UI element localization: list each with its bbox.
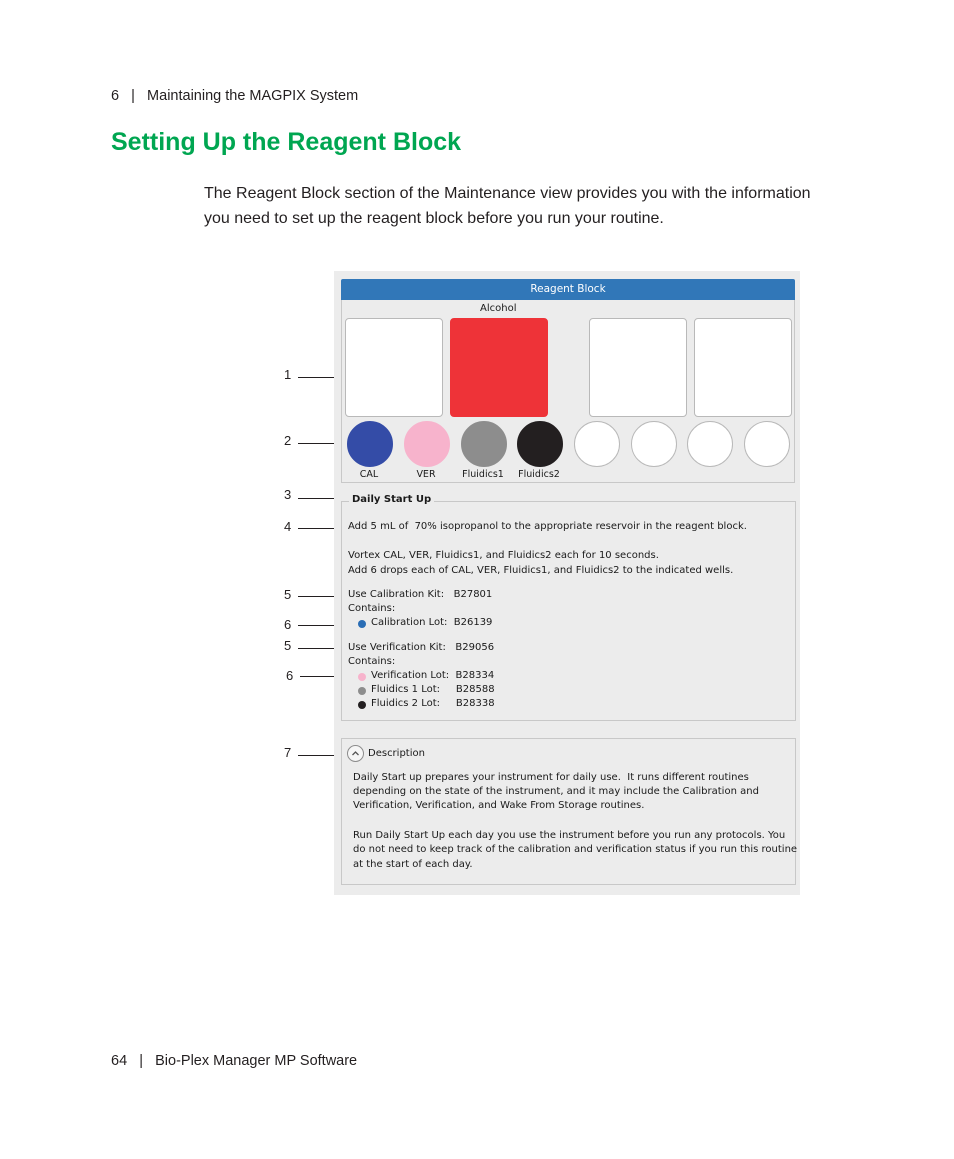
header-page-number: 6 (111, 88, 120, 104)
well-ver[interactable] (404, 421, 450, 467)
fluidics2-lot-dot (358, 701, 366, 709)
description-line-2: depending on the state of the instrument, and it may include the Calibration and (353, 786, 759, 797)
reservoir-3[interactable] (589, 318, 687, 417)
description-line-1: Daily Start up prepares your instrument for daily use. It runs different routines (353, 772, 749, 783)
footer-separator: | (139, 1053, 144, 1069)
fluidics1-lot: Fluidics 1 Lot: B28588 (371, 684, 495, 695)
well-label-ver: VER (416, 469, 436, 480)
collapse-description-button[interactable] (347, 745, 364, 762)
well-label-fluidics2: Fluidics2 (518, 469, 560, 480)
verification-kit: Use Verification Kit: B29056 (348, 642, 495, 653)
footer-page-number: 64 (111, 1053, 128, 1069)
description-title: Description (368, 748, 425, 759)
calibration-lot-dot (358, 620, 366, 628)
reservoir-1[interactable] (345, 318, 443, 417)
header-chapter: Maintaining the MAGPIX System (147, 88, 359, 104)
callout-5a: 5 (284, 587, 292, 602)
callout-7: 7 (284, 745, 292, 760)
footer-book-title: Bio-Plex Manager MP Software (155, 1053, 358, 1069)
contains-label-2: Contains: (348, 656, 396, 667)
callout-2: 2 (284, 433, 292, 448)
section-title: Setting Up the Reagent Block (111, 128, 462, 156)
well-fluidics1[interactable] (461, 421, 507, 467)
daily-start-up-title: Daily Start Up (349, 494, 434, 505)
running-foot (111, 1053, 357, 1069)
step-add-drops: Add 6 drops each of CAL, VER, Fluidics1, and Fluidics2 to the indicated wells. (348, 565, 734, 576)
description-line-3: Verification, Verification, and Wake From Storage routines. (353, 800, 645, 811)
well-7[interactable] (687, 421, 733, 467)
callout-3: 3 (284, 487, 292, 502)
callout-5b: 5 (284, 638, 292, 653)
reservoir-alcohol[interactable] (450, 318, 548, 417)
verification-lot-dot (358, 673, 366, 681)
well-label-fluidics1: Fluidics1 (462, 469, 504, 480)
alcohol-label: Alcohol (480, 303, 517, 314)
well-label-cal: CAL (359, 469, 379, 480)
fluidics2-lot: Fluidics 2 Lot: B28338 (371, 698, 495, 709)
contains-label-1: Contains: (348, 603, 396, 614)
chevron-up-icon (351, 749, 360, 758)
reagent-block-header: Reagent Block (341, 279, 795, 300)
callout-6a: 6 (284, 617, 292, 632)
description-line-4: Run Daily Start Up each day you use the instrument before you run any protocols. You (353, 830, 786, 841)
step-vortex: Vortex CAL, VER, Fluidics1, and Fluidics2 each for 10 seconds. (348, 550, 659, 561)
calibration-kit: Use Calibration Kit: B27801 (348, 589, 493, 600)
verification-lot: Verification Lot: B28334 (371, 670, 495, 681)
calibration-lot: Calibration Lot: B26139 (371, 617, 493, 628)
intro-paragraph: The Reagent Block section of the Maintenance view provides you with the information you need to set up the reagent block before you run your routine. (204, 185, 811, 227)
maintenance-screenshot (334, 271, 800, 895)
well-6[interactable] (631, 421, 677, 467)
description-line-5: do not need to keep track of the calibration and verification status if you run this routine (353, 844, 798, 855)
description-line-6: at the start of each day. (353, 859, 473, 870)
callout-4: 4 (284, 519, 292, 534)
well-5[interactable] (574, 421, 620, 467)
fluidics1-lot-dot (358, 687, 366, 695)
callout-6b: 6 (286, 668, 294, 683)
header-separator: | (131, 88, 135, 104)
well-fluidics2[interactable] (517, 421, 563, 467)
step-add-isopropanol: Add 5 mL of 70% isopropanol to the appropriate reservoir in the reagent block. (348, 521, 747, 532)
well-cal[interactable] (347, 421, 393, 467)
well-8[interactable] (744, 421, 790, 467)
callout-1: 1 (284, 367, 292, 382)
reservoir-4[interactable] (694, 318, 792, 417)
running-head (111, 88, 358, 104)
